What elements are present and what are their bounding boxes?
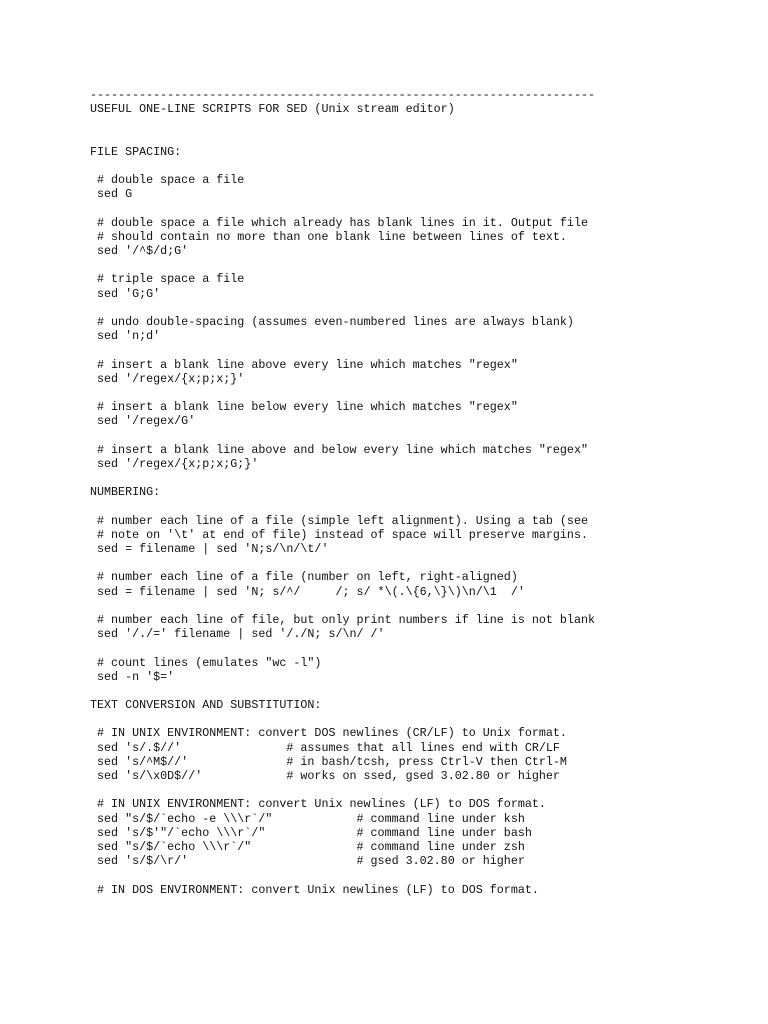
document-line: # insert a blank line above every line which matches "regex": [90, 357, 518, 372]
document-line: [90, 783, 595, 797]
document-line: sed 'G;G': [90, 286, 161, 301]
document-line: [90, 343, 595, 357]
document-line: [90, 202, 595, 216]
document-line: # insert a blank line above and below every line which matches "regex": [90, 442, 588, 457]
document-line: [90, 599, 595, 613]
document-line: sed 'n;d': [90, 329, 161, 344]
document-line: sed "s/$/`echo \\\r`/" # command line under zsh: [90, 839, 525, 854]
document-line: [90, 386, 595, 400]
document-line: # number each line of a file (number on left, right-aligned): [90, 570, 518, 585]
document-line: [90, 258, 595, 272]
document-line: FILE SPACING:: [90, 144, 182, 159]
document-line: sed '/regex/{x;p;x;G;}': [90, 456, 259, 471]
document-line: sed = filename | sed 'N;s/\n/\t/': [90, 542, 329, 556]
document-line: sed 's/\x0D$//' # works on ssed, gsed 3.02.80 or higher: [90, 769, 560, 783]
document-line: sed '/regex/{x;p;x;}': [90, 371, 245, 386]
document-line: ------------------------------------------------------------------------: [90, 88, 595, 102]
document-line: sed 's/$'"/`echo \\\r`/" # command line under bash: [90, 825, 532, 840]
document-line: [90, 684, 595, 698]
document-line: sed '/regex/G': [90, 414, 196, 429]
document-line: # triple space a file: [90, 272, 245, 287]
document-line: TEXT CONVERSION AND SUBSTITUTION:: [90, 698, 322, 713]
document-line: # undo double-spacing (assumes even-numbered lines are always blank): [90, 315, 574, 329]
document-line: sed "s/$/`echo -e \\\r`/" # command line under ksh: [90, 811, 525, 826]
document-line: # IN DOS ENVIRONMENT: convert Unix newlines (LF) to DOS format.: [90, 882, 539, 897]
document-line: sed 's/$/\r/' # gsed 3.02.80 or higher: [90, 854, 525, 869]
document-line: # should contain no more than one blank line between lines of text.: [90, 229, 567, 244]
document-line: # number each line of file, but only print numbers if line is not blank: [90, 612, 595, 627]
document-line: USEFUL ONE-LINE SCRIPTS FOR SED (Unix stream editor): [90, 102, 455, 117]
document-line: [90, 159, 595, 173]
document-line: sed '/./=' filename | sed '/./N; s/\n/ /': [90, 627, 385, 642]
document-line: sed '/^$/d;G': [90, 244, 189, 259]
sed-one-liners-text: [90, 88, 595, 897]
document-line: # number each line of a file (simple left alignment). Using a tab (see: [90, 513, 588, 528]
document-line: [90, 499, 595, 513]
document-line: [90, 556, 595, 570]
document-line: # IN UNIX ENVIRONMENT: convert Unix newlines (LF) to DOS format.: [90, 797, 546, 812]
document-line: [90, 301, 595, 315]
document-line: # double space a file: [90, 173, 245, 188]
document-line: # count lines (emulates "wc -l"): [90, 655, 322, 670]
document-line: [90, 429, 595, 443]
document-line: sed 's/.$//' # assumes that all lines end with CR/LF: [90, 740, 560, 755]
document-line: sed -n '$=': [90, 669, 175, 684]
document-line: sed = filename | sed 'N; s/^/ /; s/ *\(.\{6,\}\)\n/\1 /': [90, 584, 525, 599]
document-line: sed 's/^M$//' # in bash/tcsh, press Ctrl-V then Ctrl-M: [90, 754, 567, 769]
document-line: sed G: [90, 187, 133, 202]
document-line: [90, 641, 595, 655]
document-line: NUMBERING:: [90, 485, 161, 500]
document-line: [90, 131, 595, 145]
document-line: [90, 712, 595, 726]
document-line: [90, 471, 595, 485]
document-line: [90, 116, 595, 130]
document-line: # note on '\t' at end of file) instead of space will preserve margins.: [90, 527, 588, 542]
document-line: # IN UNIX ENVIRONMENT: convert DOS newlines (CR/LF) to Unix format.: [90, 726, 567, 741]
document-line: [90, 868, 595, 882]
document-line: # insert a blank line below every line which matches "regex": [90, 400, 518, 415]
document-line: # double space a file which already has blank lines in it. Output file: [90, 215, 588, 230]
